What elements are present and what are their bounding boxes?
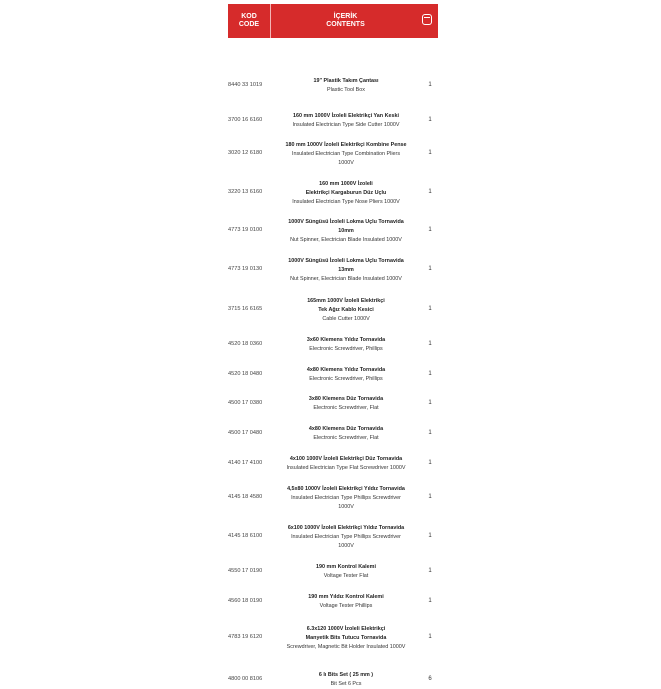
product-code: 4773 19 0100 [228, 227, 263, 233]
product-description [272, 77, 420, 95]
product-name-tr: 165mm 1000V İzoleli Elektrikçi [307, 297, 385, 304]
product-name-tr: 190 mm Kontrol Kalemi [316, 564, 376, 570]
product-name-en: Electronic Screwdriver, Flat [313, 405, 379, 411]
product-name-en: 1000V [338, 542, 354, 549]
product-name-en: Electronic Screwdriver, Phillips [309, 346, 383, 352]
product-code: 4800 00 8106 [228, 676, 263, 682]
product-code: 4145 18 6100 [228, 533, 263, 539]
product-code: 4773 19 0130 [228, 266, 263, 272]
product-description [272, 336, 420, 354]
product-code: 4783 19 6120 [228, 634, 263, 640]
product-name-tr: 4x80 Klemens Düz Tornavida [308, 426, 384, 432]
product-code: 3020 12 6180 [228, 150, 263, 156]
product-description [272, 395, 420, 413]
product-description [272, 425, 420, 443]
product-name-tr: 4x100 1000V İzoleli Elektrikçi Düz Tornavida [289, 456, 403, 462]
table-header [228, 4, 438, 38]
product-quantity: 1 [428, 400, 432, 406]
product-code: 4500 17 0380 [228, 400, 263, 406]
product-description [272, 257, 420, 284]
product-quantity: 1 [428, 341, 432, 347]
product-code: 4145 18 4580 [228, 494, 263, 500]
product-name-en: Insulated Electrician Type Side Cutter 1000V [292, 122, 400, 128]
product-name-en: Plastic Tool Box [327, 87, 365, 93]
product-name-tr: 190 mm Yıldız Kontrol Kalemi [308, 594, 384, 600]
header-code-en: CODE [238, 21, 260, 28]
product-name-tr: Manyetik Bits Tutucu Tornavida [305, 634, 387, 641]
product-name-tr: 6x100 1000V İzoleli Elektrikçi Yıldız Tornavida [287, 524, 405, 531]
product-name-en: Insulated Electrician Type Flat Screwdriver 1000V [286, 465, 406, 471]
product-description [272, 141, 420, 168]
product-description [272, 455, 420, 473]
product-name-en: Insulated Electrician Type Combination Pliers [291, 150, 401, 157]
product-name-en: 1000V [338, 503, 354, 510]
product-name-en: 1000V [338, 159, 354, 166]
product-quantity: 1 [428, 227, 432, 233]
quantity-box-icon [422, 14, 432, 25]
product-description [272, 625, 420, 652]
product-description [272, 180, 420, 207]
product-name-en: Insulated Electrician Type Phillips Screwdriver [291, 494, 401, 501]
product-name-en: Insulated Electrician Type Phillips Screwdriver [291, 533, 401, 540]
product-description [272, 563, 420, 581]
header-contents-en: CONTENTS [326, 21, 365, 28]
product-description [272, 485, 420, 512]
product-description [272, 218, 420, 245]
header-contents [271, 4, 420, 38]
product-quantity: 1 [428, 634, 432, 640]
product-name-tr: 19" Plastik Takım Çantası [313, 78, 379, 84]
product-name-en: Cable Cutter 1000V [322, 315, 370, 322]
product-code: 8440 33 1019 [228, 82, 263, 88]
product-name-tr: 10mm [338, 227, 354, 234]
product-description [272, 593, 420, 611]
product-quantity: 1 [428, 189, 432, 195]
product-code: 4560 18 0190 [228, 598, 263, 604]
product-quantity: 6 [428, 676, 432, 682]
product-code: 4140 17 4100 [228, 460, 263, 466]
product-quantity: 1 [428, 306, 432, 312]
product-code: 4550 17 0190 [228, 568, 263, 574]
product-name-tr: 160 mm 1000V İzoleli [319, 180, 373, 187]
product-quantity: 1 [428, 494, 432, 500]
product-quantity: 1 [428, 598, 432, 604]
product-name-tr: 1000V Süngüsü İzoleli Lokma Uçlu Tornavida [288, 218, 404, 225]
product-name-tr: Tek Ağız Kablo Kesici [318, 306, 374, 313]
product-name-en: Voltage Tester Phillips [319, 603, 373, 609]
product-name-tr: Elektrikçi Kargaburun Düz Uçlu [305, 189, 387, 196]
product-name-en: Nut Spinner, Electrician Blade Insulated 1000V [290, 236, 402, 243]
product-name-en: Electronic Screwdriver, Flat [313, 435, 379, 441]
product-name-en: Electronic Screwdriver, Phillips [309, 376, 383, 382]
product-name-tr: 6.3x120 1000V İzoleli Elektrikçi [306, 625, 386, 632]
product-name-tr: 1000V Süngüsü İzoleli Lokma Uçlu Tornavida [288, 257, 404, 264]
product-description [272, 671, 420, 689]
product-description [272, 297, 420, 324]
product-quantity: 1 [428, 533, 432, 539]
product-name-tr: 180 mm 1000V İzoleli Elektrikçi Kombine Pense [285, 141, 407, 148]
contents-sheet [228, 4, 438, 687]
product-code: 3715 16 6165 [228, 306, 263, 312]
product-name-tr: 3x80 Klemens Düz Tornavida [308, 396, 384, 402]
product-quantity: 1 [428, 82, 432, 88]
product-name-en: Screwdriver, Magnetic Bit Holder Insulated 1000V [286, 643, 406, 650]
product-name-tr: 13mm [338, 266, 354, 273]
product-name-tr: 160 mm 1000V İzoleli Elektrikçi Yan Keski [293, 113, 399, 119]
product-description [272, 112, 420, 130]
product-quantity: 1 [428, 371, 432, 377]
header-contents-tr: İÇERİK [333, 13, 358, 20]
product-name-en: Insulated Electrician Type Nose Pliers 1000V [292, 198, 400, 205]
product-quantity: 1 [428, 430, 432, 436]
header-code [228, 4, 271, 38]
product-code: 4520 18 0360 [228, 341, 263, 347]
product-quantity: 1 [428, 266, 432, 272]
product-quantity: 1 [428, 568, 432, 574]
product-name-tr: 4,5x80 1000V İzoleli Elektrikçi Yıldız Tornavida [287, 485, 405, 492]
product-quantity: 1 [428, 460, 432, 466]
product-description [272, 366, 420, 384]
product-description [272, 524, 420, 551]
product-code: 4500 17 0480 [228, 430, 263, 436]
product-quantity: 1 [428, 150, 432, 156]
product-code: 3220 13 6160 [228, 189, 263, 195]
product-name-tr: 6 lı Bits Set ( 25 mm ) [318, 672, 374, 678]
product-name-en: Bit Set 6 Pcs [330, 681, 362, 687]
header-code-tr: KOD [241, 13, 257, 20]
product-name-en: Voltage Tester Flat [323, 573, 369, 579]
product-quantity: 1 [428, 117, 432, 123]
product-code: 4520 18 0480 [228, 371, 263, 377]
product-name-tr: 4x80 Klemens Yıldız Tornavida [306, 367, 386, 373]
product-code: 3700 16 6160 [228, 117, 263, 123]
product-name-en: Nut Spinner, Electrician Blade Insulated 1000V [290, 275, 402, 282]
product-name-tr: 3x60 Klemens Yıldız Tornavida [306, 337, 386, 343]
